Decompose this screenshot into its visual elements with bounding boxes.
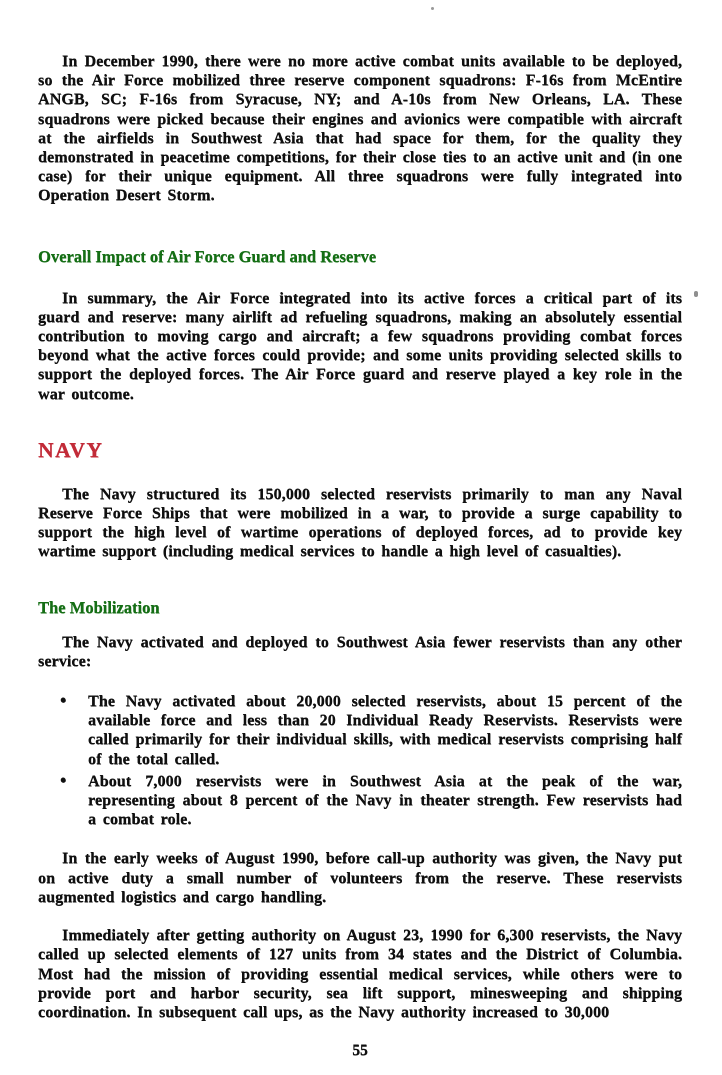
bullet-item-activated-20000: • The Navy activated about 20,000 selected reservists, about 15 percent of the available force and less than 20 Individual Ready Reservists. Reservists were called primarily for their individual skills, with medical reservists comprising half of the total called.	[58, 692, 682, 769]
paragraph-navy-activated: The Navy activated and deployed to Southwest Asia fewer reservists than any other service:	[38, 633, 682, 670]
page-number: 55	[352, 1042, 368, 1060]
bullet-list	[58, 692, 682, 829]
paragraph-december-1990: In December 1990, there were no more active combat units available to be deployed, so the Air Force mobilized three reserve component squadrons: F-16s from McEntire ANGB, SC; F-16s from Syracuse, NY; and A-10s from New Orleans, LA. These squadrons were picked because their engines and avionics were compatible with aircraft at the airfields in Southwest Asia that had space for them, for the quality they demonstrated in peacetime competitions, for their close ties to an active unit and (in one case) for their unique equipment. All three squadrons were fully integrated into Operation Desert Storm.	[38, 53, 682, 205]
scan-artifact-speck	[694, 291, 698, 297]
paragraph-navy-structure: The Navy structured its 150,000 selected reservists primarily to man any Naval Reserve Force Ships that were mobilized in a war, to provide a surge capability to support the high level of wartime operations of deployed forces, ad to provide key wartime support (including medical services to handle a high level of casualties).	[38, 485, 682, 561]
section-heading-navy: NAVY	[38, 437, 104, 462]
scan-artifact-speck	[431, 7, 434, 10]
paragraph-early-august: In the early weeks of August 1990, before call-up authority was given, the Navy put on active duty a small number of volunteers from the reserve. These reservists augmented logistics and cargo handling.	[38, 850, 682, 906]
section-heading-overall-impact: Overall Impact of Air Force Guard and Reserve	[38, 246, 377, 266]
paragraph-call-up-authority: Immediately after getting authority on August 23, 1990 for 6,300 reservists, the Navy called up selected elements of 127 units from 34 states and the District of Columbia. Most had the mission of providing essential medical services, while others were to provide port and harbor security, sea lift support, minesweeping and shipping coordination. In subsequent call ups, as the Navy authority increased to 30,000	[38, 927, 682, 1021]
paragraph-air-force-summary: In summary, the Air Force integrated into its active forces a critical part of its guard and reserve: many airlift ad refueling squadrons, making an absolutely essential contribution to moving cargo and aircraft; a few squadrons providing combat forces beyond what the active forces could provide; and some units providing selected skills to support the deployed forces. The Air Force guard and reserve played a key role in the war outcome.	[38, 289, 682, 403]
section-heading-mobilization: The Mobilization	[38, 597, 160, 617]
bullet-item-7000-in-theater: • About 7,000 reservists were in Southwest Asia at the peak of the war, representing about 8 percent of the Navy in theater strength. Few reservists had a combat role.	[58, 772, 682, 830]
